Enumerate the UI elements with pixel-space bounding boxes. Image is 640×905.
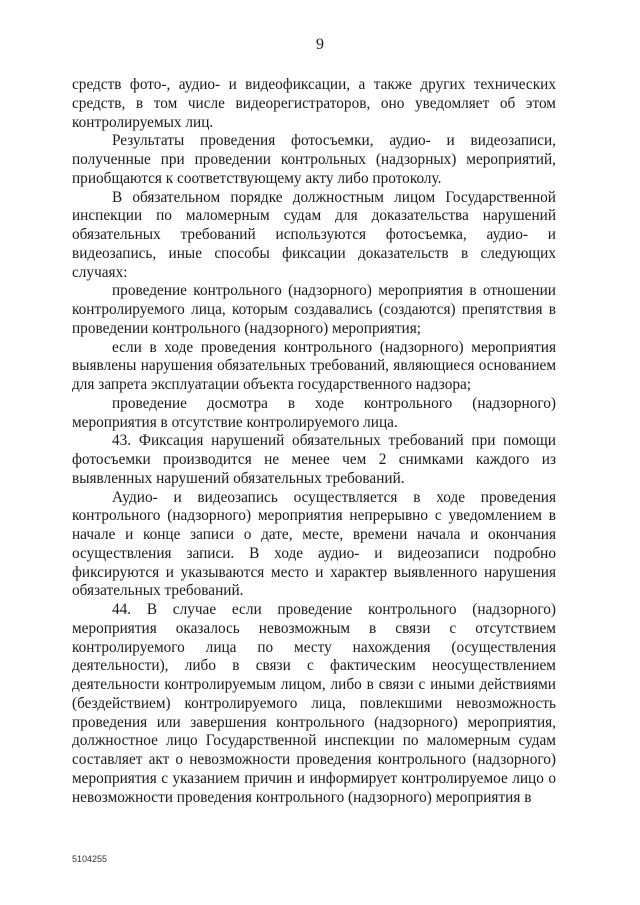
paragraph-continuation: средств фото-, аудио- и видеофиксации, а также других технических средств, в том числе видеорегистраторов, оно уведомляет об этом контролируемых лиц.	[72, 76, 556, 131]
paragraph-results: Результаты проведения фотосъемки, аудио- и видеозаписи, полученные при проведении контрольных (надзорных) мероприятий, приобщаются к соответствующему акту либо протоколу.	[72, 132, 556, 187]
page-number: 9	[316, 36, 324, 53]
paragraph-case-inspection: проведение досмотра в ходе контрольного (надзорного) мероприятия в отсутствие контролируемого лица.	[72, 394, 556, 431]
paragraph-mandatory-fixation: В обязательном порядке должностным лицом Государственной инспекции по маломерным судам для доказательства нарушений обязательных требований используются фотосъемка, аудио- и видеозапись, иные способы фиксации доказательств в следующих случаях:	[72, 188, 556, 281]
paragraph-case-obstruction: проведение контрольного (надзорного) мероприятия в отношении контролируемого лица, которым создавались (создаются) препятствия в проведении контрольного (надзорного) мероприятия;	[72, 282, 556, 337]
document-body	[72, 76, 556, 807]
paragraph-item-43: 43. Фиксация нарушений обязательных требований при помощи фотосъемки производится не менее чем 2 снимками каждого из выявленных нарушений обязательных требований.	[72, 432, 556, 487]
paragraph-case-violations: если в ходе проведения контрольного (надзорного) мероприятия выявлены нарушения обязательных требований, являющиеся основанием для запрета эксплуатации объекта государственного надзора;	[72, 338, 556, 393]
paragraph-audio-video: Аудио- и видеозапись осуществляется в ходе проведения контрольного (надзорного) мероприятия непрерывно с уведомлением в начале и конце записи о дате, месте, времени начала и окончания осуществления записи. В ходе аудио- и видеозаписи подробно фиксируются и указываются место и характер выявленного нарушения обязательных требований.	[72, 488, 556, 600]
paragraph-item-44: 44. В случае если проведение контрольного (надзорного) мероприятия оказалось невозможным в связи с отсутствием контролируемого лица по месту нахождения (осуществления деятельности), либо в связи с фактическим неосуществлением деятельности контролируемым лицом, либо в связи с иными действиями (бездействием) контролируемого лица, повлекшими невозможность проведения или завершения контрольного (надзорного) мероприятия, должностное лицо Государственной инспекции по маломерным судам составляет акт о невозможности проведения контрольного (надзорного) мероприятия с указанием причин и информирует контролируемое лицо о невозможности проведения контрольного (надзорного) мероприятия в	[72, 601, 556, 806]
footer-document-code: 5104255	[72, 854, 108, 864]
